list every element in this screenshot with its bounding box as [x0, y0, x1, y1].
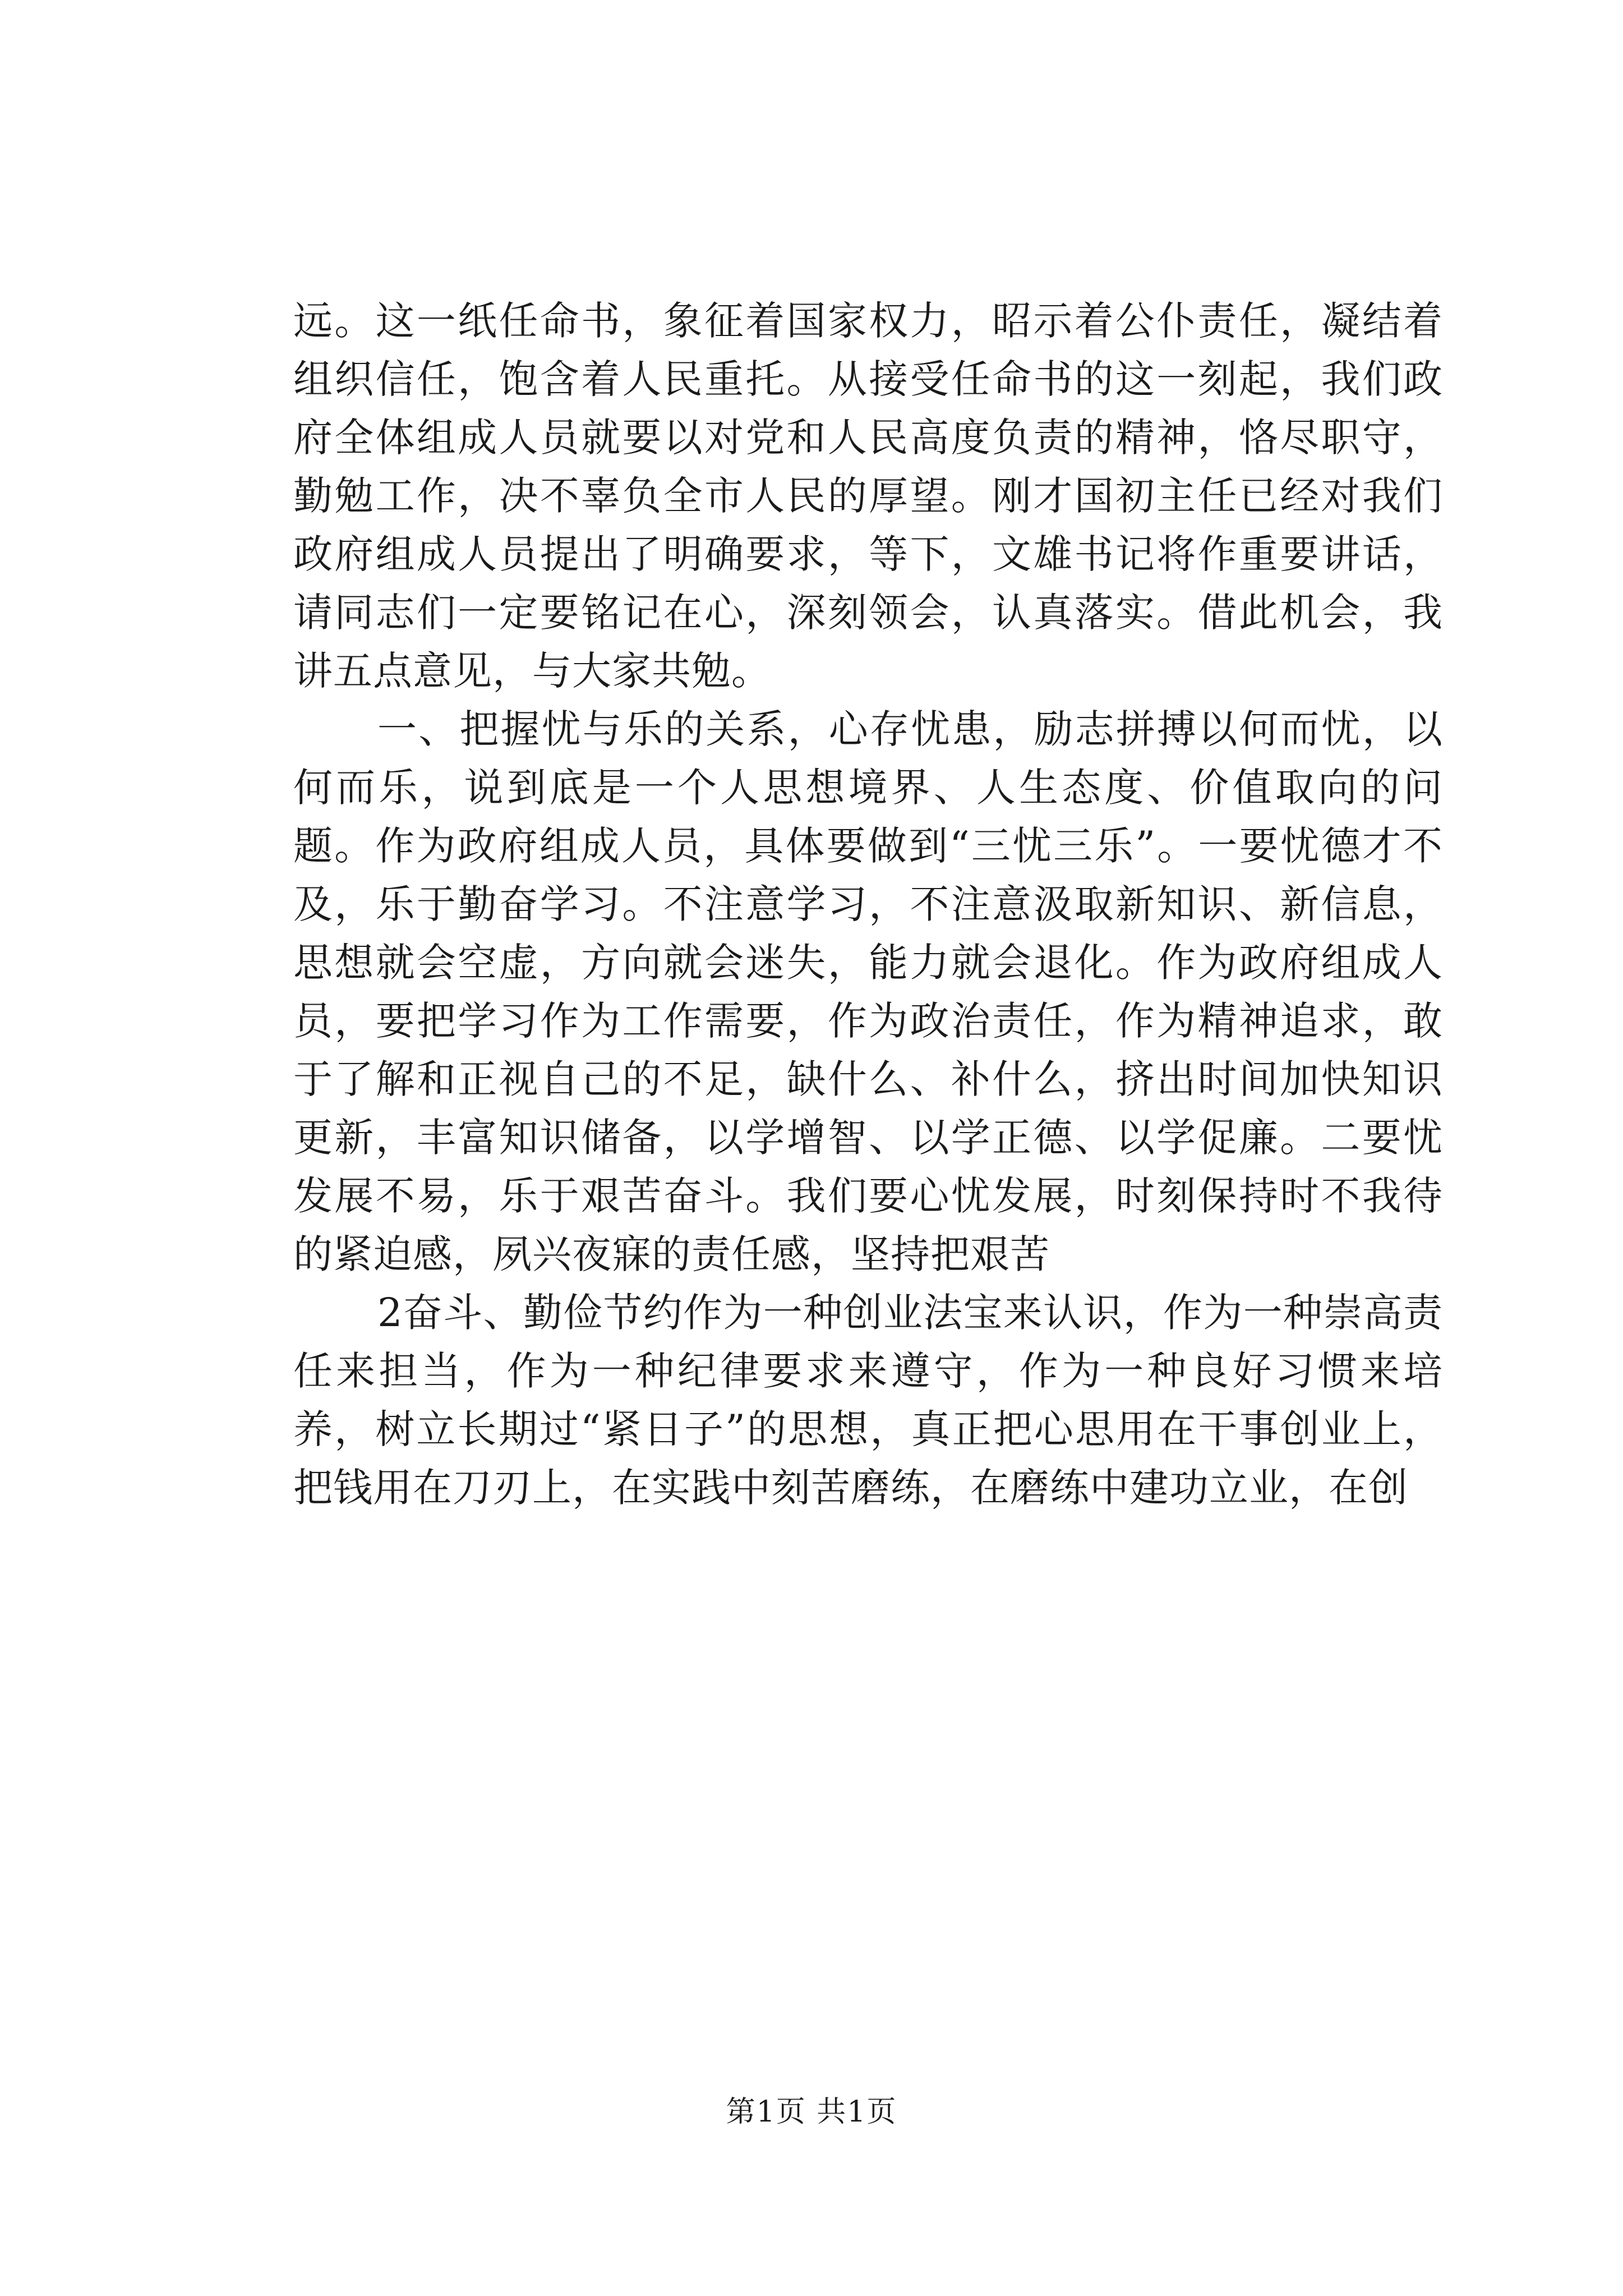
paragraph-2: 一、把握忧与乐的关系，心存忧患，励志拼搏以何而忧，以何而乐，说到底是一个人思想境界、人生态度、价值取向的问题。作为政府组成人员，具体要做到“三忧三乐”。一要忧德才不及，乐于勤奋学习。不注意学习，不注意汲取新知识、新信息，思想就会空虚，方向就会迷失，能力就会退化。作为政府组成人员，要把学习作为工作需要，作为政治责任，作为精神追求，敢于了解和正视自己的不足，缺什么、补什么，挤出时间加快知识更新，丰富知识储备，以学增智、以学正德、以学促廉。二要忧发展不易，乐于艰苦奋斗。我们要心忧发展，时刻保持时不我待的紧迫感，夙兴夜寐的责任感，坚持把艰苦: [293, 706, 1443, 1277]
paragraph-1: 远。这一纸任命书，象征着国家权力，昭示着公仆责任，凝结着组织信任，饱含着人民重托。从接受任命书的这一刻起，我们政府全体组成人员就要以对党和人民高度负责的精神，恪尽职守，勤勉工作，决不辜负全市人民的厚望。刚才国初主任已经对我们政府组成人员提出了明确要求，等下，文雄书记将作重要讲话，请同志们一定要铭记在心，深刻领会，认真落实。借此机会，我讲五点意见，与大家共勉。: [293, 298, 1443, 694]
document-body: [293, 292, 1443, 1517]
page-footer: 第1页 共1页: [726, 2095, 897, 2129]
paragraph-3: 2奋斗、勤俭节约作为一种创业法宝来认识，作为一种崇高责任来担当，作为一种纪律要求来遵守，作为一种良好习惯来培养，树立长期过“紧日子”的思想，真正把心思用在干事创业上，把钱用在刀刃上，在实践中刻苦磨练，在磨练中建功立业，在创: [293, 1290, 1443, 1511]
